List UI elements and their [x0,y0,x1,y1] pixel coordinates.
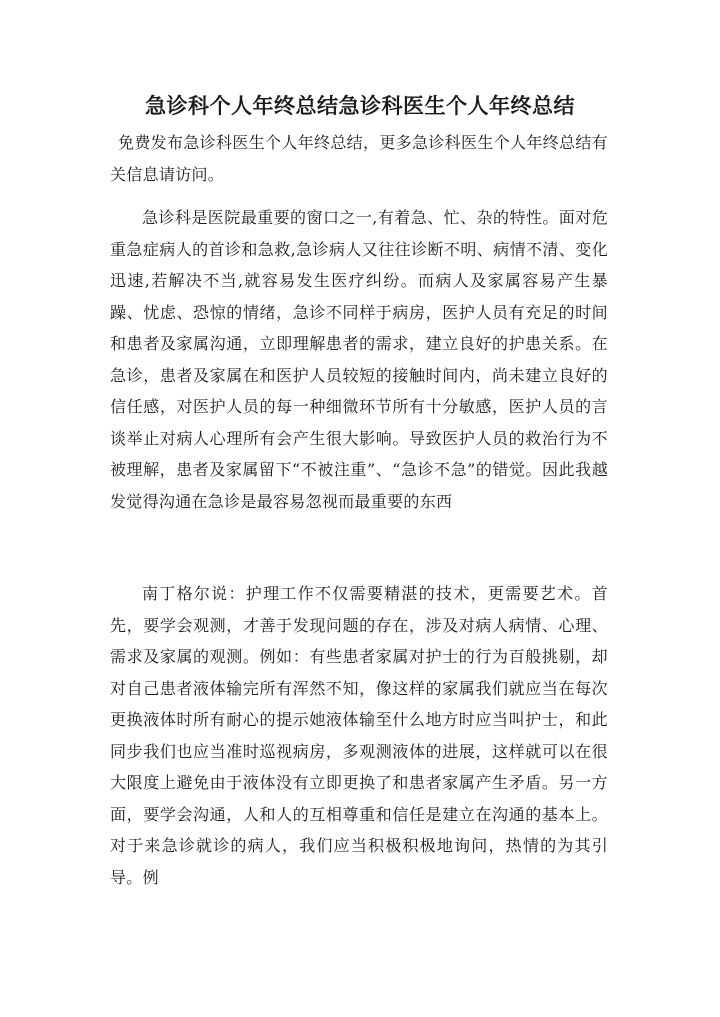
document-title: 急诊科个人年终总结急诊科医生个人年终总结 [145,93,575,118]
body-paragraph-nightingale: 南丁格尔说：护理工作不仅需要精湛的技术，更需要艺术。首先，要学会观测，才善于发现问题的存在，涉及对病人病情、心理、需求及家属的观测。例如：有些患者家属对护士的行为百般挑剔，却对自己患者液体输完所有浑然不知，像这样的家属我们就应当在每次更换液体时所有耐心的提示她液体输至什么地方时应当叫护士，和此同步我们也应当准时巡视病房，多观测液体的进展，这样就可以在很大限度上避免由于液体没有立即更换了和患者家属产生矛盾。另一方面，要学会沟通，人和人的互相尊重和信任是建立在沟通的基本上。对于来急诊就诊的病人，我们应当积极积极地询问，热情的为其引导。例 [110,584,608,887]
intro-paragraph: 免费发布急诊科医生个人年终总结，更多急诊科医生个人年终总结有关信息请访问。 [110,133,608,184]
body-paragraph-emergency: 急诊科是医院最重要的窗口之一,有着急、忙、杂的特性。面对危重急症病人的首诊和急救,急诊病人又往往诊断不明、病情不清、变化迅速,若解决不当,就容易发生医疗纠纷。而病人及家属容易产生暴躁、忧虑、恐惊的情绪，急诊不同样于病房，医护人员有充足的时间和患者及家属沟通，立即理解患者的需求，建立良好的护患关系。在急诊，患者及家属在和医护人员较短的接触时间内，尚未建立良好的信任感，对医护人员的每一种细微环节所有十分敏感，医护人员的言谈举止对病人心理所有会产生很大影响。导致医护人员的救治行为不被理解，患者及家属留下“不被注重”、“急诊不急”的错觉。因此我越发觉得沟通在急诊是最容易忽视而最重要的东西 [110,208,608,511]
